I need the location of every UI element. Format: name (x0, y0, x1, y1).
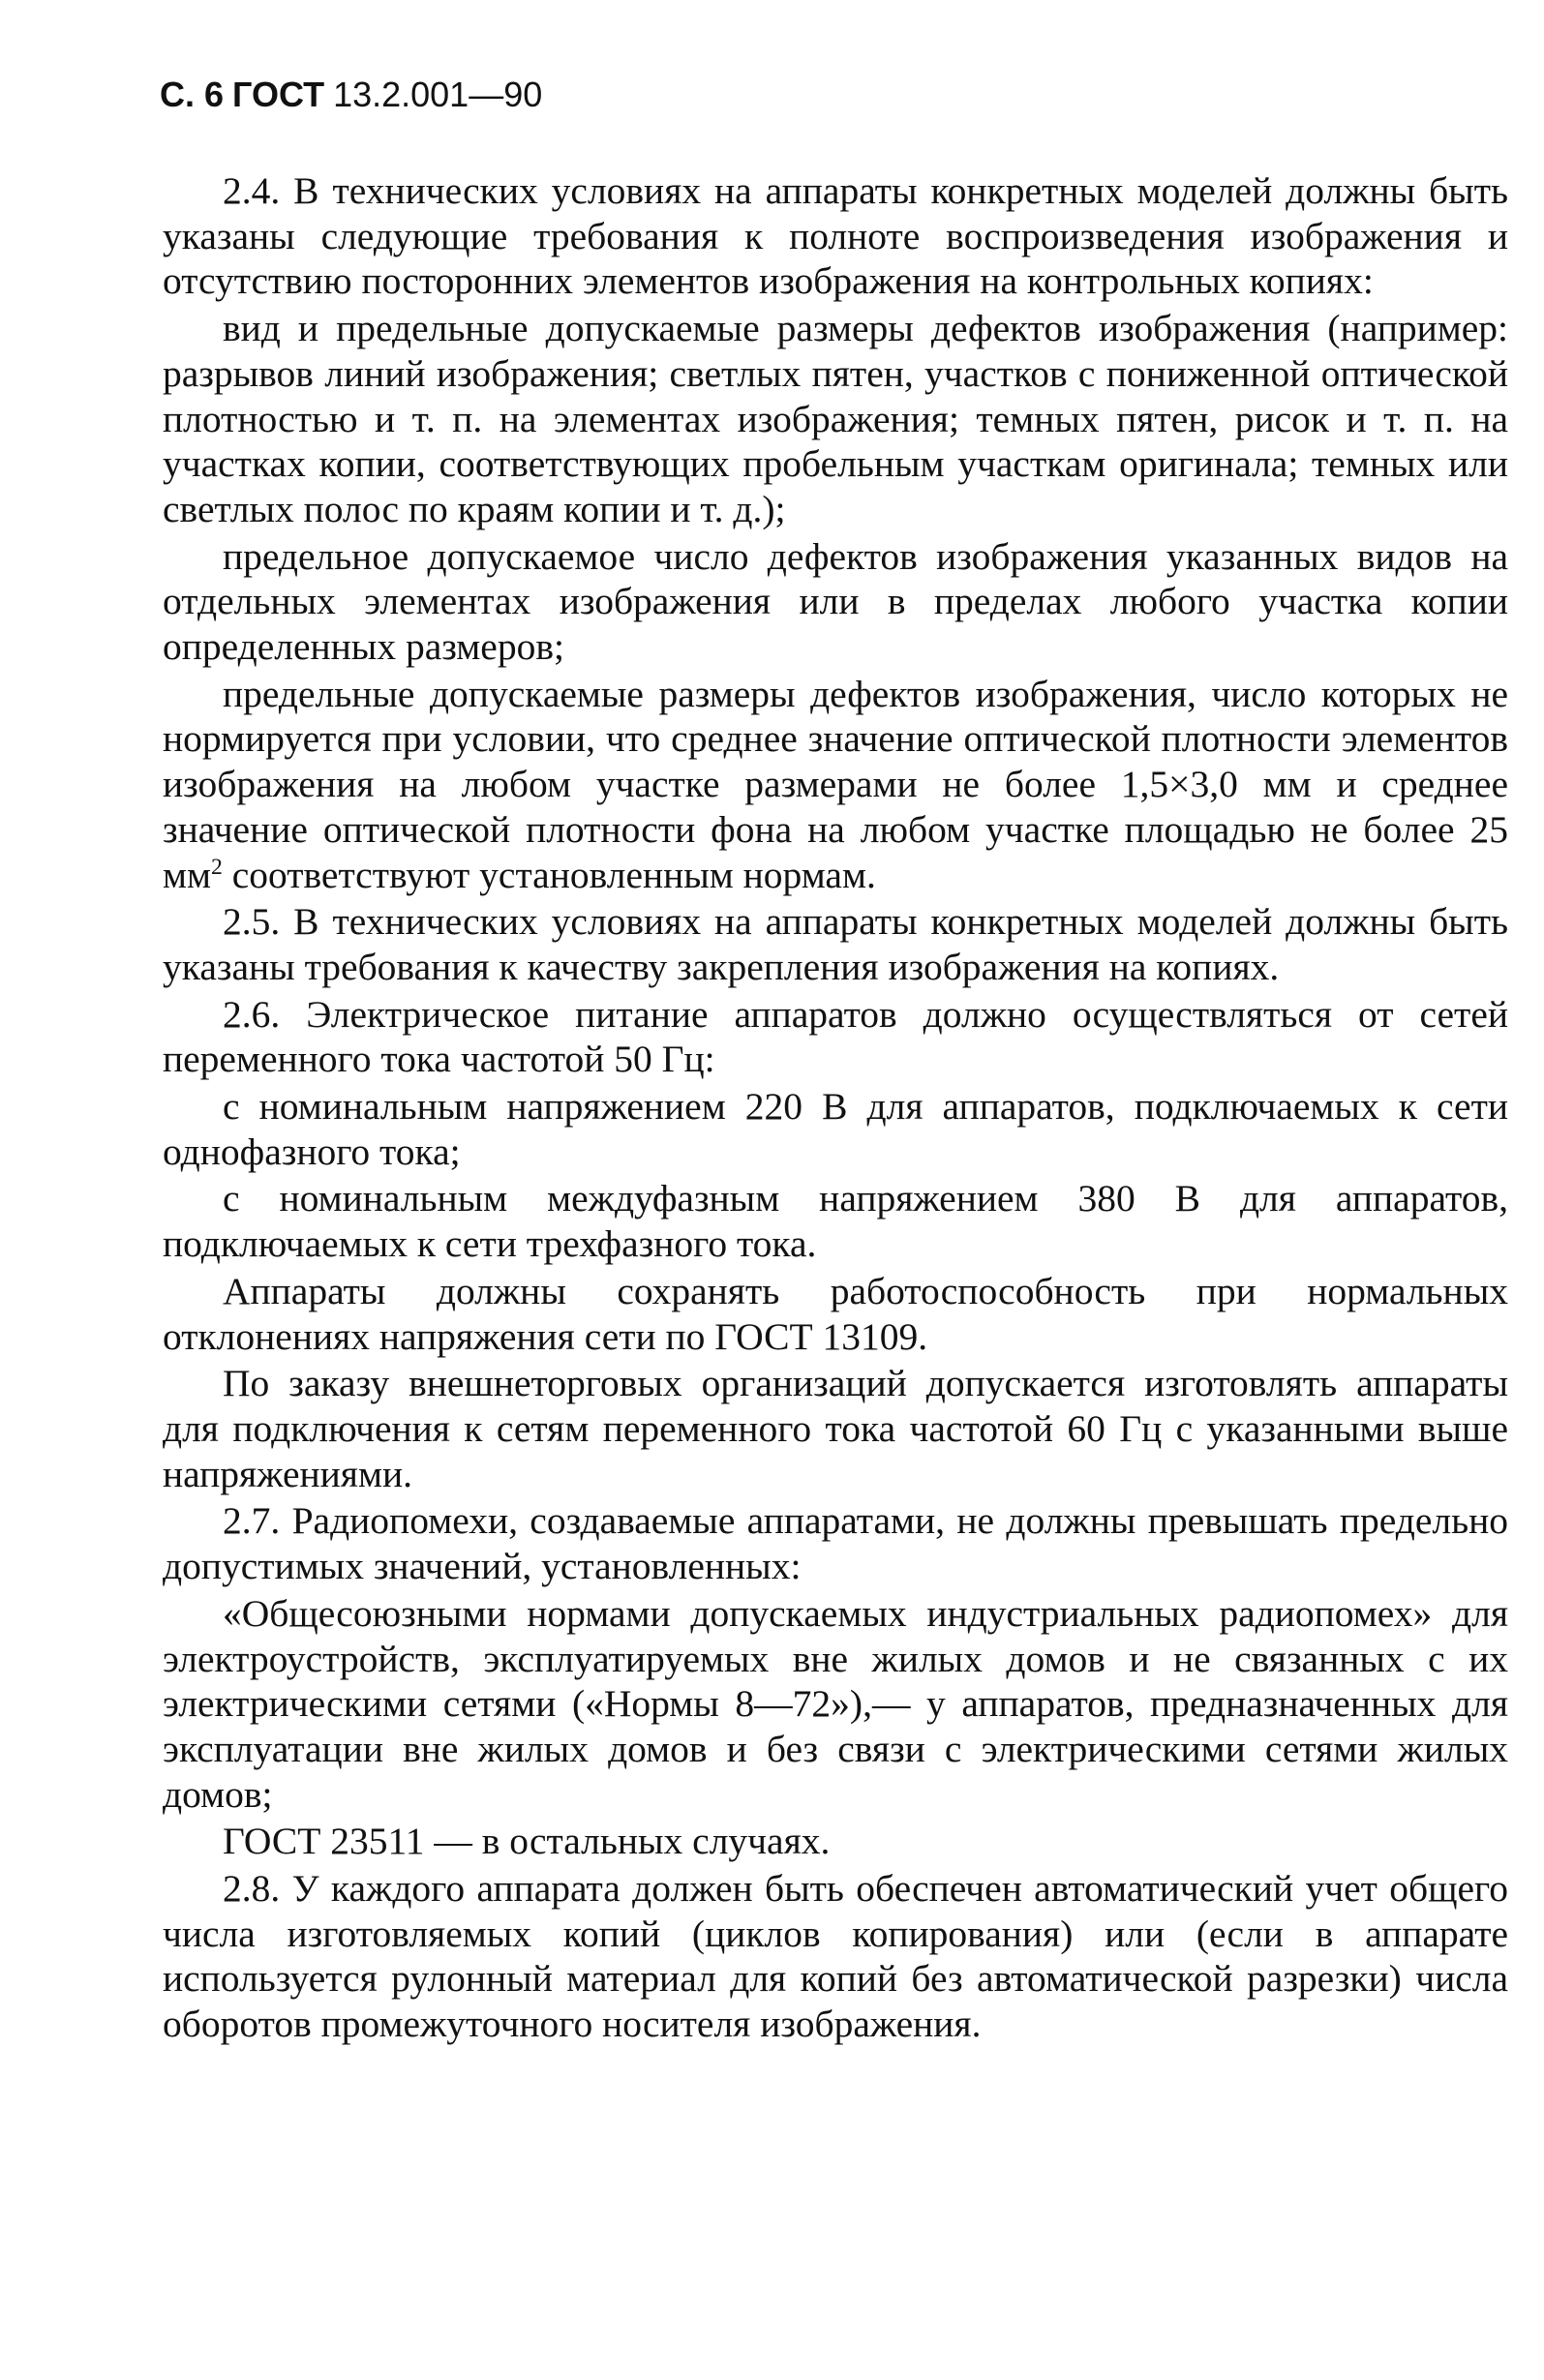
document-body (163, 168, 1508, 2049)
list-item-380v: с номинальным междуфазным напряжением 380 В для аппаратов, подключаемых к сети трехфазного тока. (163, 1177, 1508, 1266)
paragraph-2-7: 2.7. Радиопомехи, создаваемые аппаратами, не должны превышать предельно допустимых значений, установленных: (163, 1499, 1508, 1588)
list-item-gost-23511: ГОСТ 23511 — в остальных случаях. (223, 1820, 831, 1863)
paragraph-2-6: 2.6. Электрическое питание аппаратов должно осуществляться от сетей переменного тока частотой 50 Гц: (163, 992, 1508, 1081)
text-span: соответствуют установленным нормам. (222, 853, 876, 896)
list-item-220v: с номинальным напряжением 220 В для аппаратов, подключаемых к сети однофазного тока; (163, 1085, 1508, 1173)
paragraph-2-4: 2.4. В технических условиях на аппараты конкретных моделей должны быть указаны следующие требования к полноте воспроизведения изображения и отсутствию посторонних элементов изображения на контрольных копиях: (163, 169, 1508, 303)
paragraph-2-5: 2.5. В технических условиях на аппараты конкретных моделей должны быть указаны требования к качеству закрепления изображения на копиях. (163, 900, 1508, 988)
page-number: С. 6 (160, 75, 225, 114)
superscript: 2 (211, 854, 223, 880)
standard-number: 13.2.001—90 (333, 75, 543, 114)
list-item-defect-count: предельное допускаемое число дефектов изображения указанных видов на отдельных элементах изображения или в пределах любого участка копии определенных размеров; (163, 534, 1508, 669)
list-item-defect-types: вид и предельные допускаемые размеры дефектов изображения (например: разрывов линий изображения; светлых пятен, участков с пониженной оптической плотностью и т. п. на элементах изображения; темных пятен, рисок и т. п. на участках копии, соответствующих пробельным участкам оригинала; темных или светлых полос по краям копии и т. д.); (163, 307, 1508, 530)
standard-label: ГОСТ (232, 75, 325, 114)
list-item-union-norms: «Общесоюзными нормами допускаемых индустриальных радиопомех» для электроустройств, эксплуатируемых вне жилых домов и не связанных с их электрическими сетями («Нормы 8—72»),— у аппаратов, предназначенных для эксплуатации вне жилых домов и без связи с электрическими сетями жилых домов; (163, 1591, 1508, 1816)
paragraph-export-60hz: По заказу внешнеторговых организаций допускается изготовлять аппараты для подключения к сетям переменного тока частотой 60 Гц с указанными выше напряжениями. (163, 1362, 1508, 1495)
list-item-defect-sizes (163, 672, 1508, 898)
text-span: предельные допускаемые размеры дефектов изображения, число которых не нормируется при условии, что среднее значение оптической плотности элементов изображения на любом участке размерами не более 1,5×3,0 мм и среднее значение оптической плотности фона на любом участке площадью не более 25 мм (163, 672, 1508, 896)
paragraph-voltage-tolerance: Аппараты должны сохранять работоспособность при нормальных отклонениях напряжения сети по ГОСТ 13109. (163, 1269, 1508, 1358)
paragraph-2-8: 2.8. У каждого аппарата должен быть обеспечен автоматический учет общего числа изготовляемых копий (циклов копирования) или (если в аппарате используется рулонный материал для копий без автоматической разрезки) числа оборотов промежуточного носителя изображения. (163, 1867, 1508, 2046)
page-header (160, 75, 542, 114)
